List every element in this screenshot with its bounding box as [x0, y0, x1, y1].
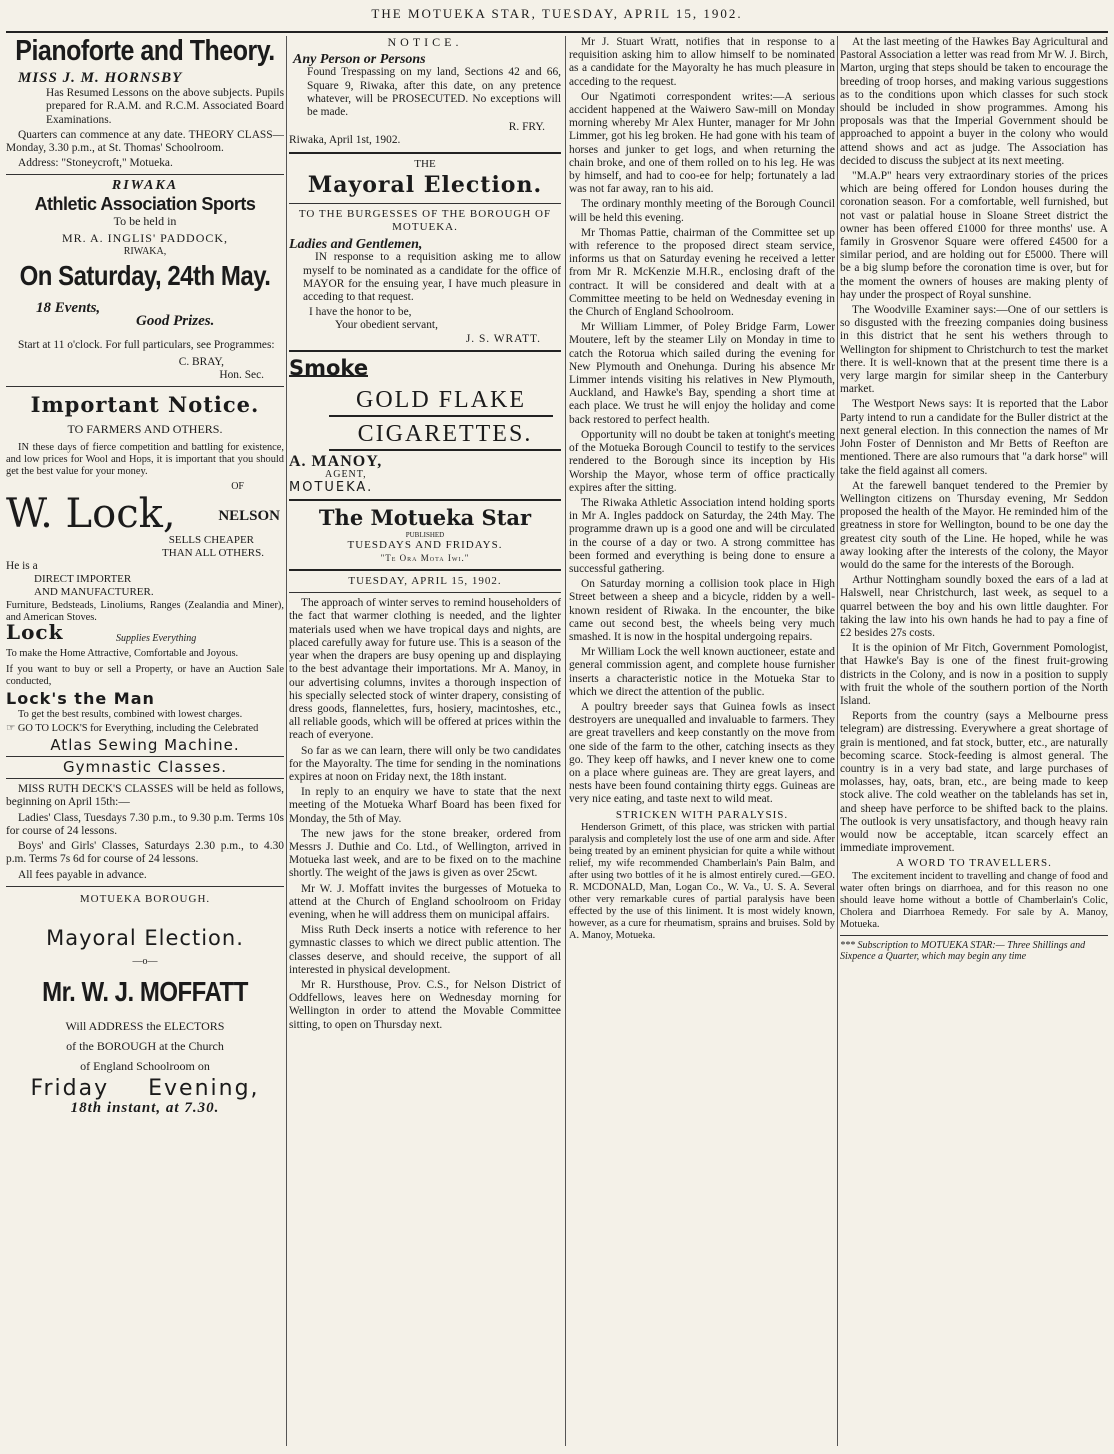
divider	[6, 756, 284, 757]
sports-events: 18 Events,	[36, 300, 101, 317]
sports-date: On Saturday, 24th May.	[19, 261, 271, 293]
moffatt-advert	[6, 893, 284, 1115]
the-label: THE	[414, 157, 436, 170]
motueka-town: MOTUEKA.	[289, 480, 374, 496]
divider	[6, 778, 284, 779]
article-paragraph: At the farewell banquet tendered to the Premier by Wellington citizens on Thursday evening, Mr Seddon proposed the health of the Mayor. He reminded him of the greatness in store for Wellington, bound to be one day the greatest city south of the Line. He hoped, while he was away looking after the interests of the colony, the Mayor would do the same for the interests of the Borough.	[840, 479, 1108, 571]
top-rule	[6, 31, 1108, 33]
article-paragraph: Arthur Nottingham soundly boxed the ears of a lad at Halswell, near Christchurch, last week, as sequel to a quarrel between the boy and his own little daughter. For taking the law into his own hands he had to pay a fine of £2 besides 27s costs.	[840, 574, 1108, 639]
trespass-notice	[289, 36, 561, 148]
divider	[289, 350, 561, 352]
moffatt-l3: of England Schoolroom on	[80, 1059, 210, 1074]
article-paragraph: Mr William Lock the well known auctioneer, estate and general commission agent, and complete house furnisher inserts a characteristic notice in the Motueka Star to which we direct the attention of the public.	[569, 646, 835, 698]
article-paragraph: Opportunity will no doubt be taken at tonight's meeting of the Motueka Borough Council to testify to the services rendered to the Borough since its inception by His Worship the Mayor, whose term of office practically expires after the sitting.	[569, 428, 835, 494]
he-is-a: He is a	[6, 560, 38, 573]
supplies-everything: Supplies Everything	[116, 632, 197, 644]
divider	[289, 499, 561, 501]
notice-title: NOTICE.	[387, 36, 463, 49]
sports-advert	[6, 179, 284, 382]
article-paragraph: The ordinary monthly meeting of the Borough Council will be held this evening.	[569, 198, 835, 224]
stricken-body: Henderson Grimett, of this place, was stricken with partial paralysis and completely lost the use of one arm and side. After being treated by an eminent physician for quite a while without relief, my wife recommended Chamberlain's Pain Balm, and after using two bottles of it he is almost entirely cured.—GEO. R. MCDONALD, Man, Logan Co., W. Va., U. S. A. Several other very remarkable cures of partial paralysis have been effected by the use of this liniment. It is most widely known, however, as a cure for rheumatism, sprains and bruises. Sold by A. Manoy, Motueka.	[569, 821, 835, 941]
article-paragraph: The approach of winter serves to remind householders of the fact that warmer clothing is needed, and the lighter materials used when we have tropical days and nights, are placed carefully away for future use. This is a season of the year when the drapers are busy opening up and displaying to the best advantage their importations. Mr A. Manoy, in our advertising columns, invites a thorough inspection of his specially selected stock of winter drapery, consisting of dress goods, flannelettes, furs, hosiery, macintoshes, etc., all reliable goods, which will be offered at prices within the reach of everyone.	[289, 597, 561, 742]
ladies-gentlemen: Ladies and Gentlemen,	[289, 237, 423, 253]
article-paragraph: It is the opinion of Mr Fitch, Government Pomologist, that Hawke's Bay is one of the finest fruit-growing districts in the Colony, and is now in a position to supply with fruit the whole of the southern portion of the North Island.	[840, 642, 1108, 707]
sports-place: RIWAKA,	[123, 246, 167, 258]
article-paragraph: Reports from the country (says a Melbourne press telegram) are distressing. Everywhere a great shortage of grain is mentioned, and fat stock, butter, etc., are naturally becoming scarce. Stock-feeding is almost general. The country is in a very bad state, and large purchases of molasses, hay, oats, bran, etc., are being made to keep stock alive. The cold weather on the tablelands has set in, and sheep have perforce to be shifted back to the plains. The outlook is very unsatisfactory, and though heavy rain would now be acceptable, itcan scarcely effect an immediate improvement.	[840, 710, 1108, 855]
sports-secretary: C. BRAY,	[178, 355, 224, 368]
riwaka-heading: RIWAKA	[111, 178, 179, 194]
gym-p4: All fees payable in advance.	[18, 868, 147, 881]
column-4	[840, 36, 1108, 1444]
article-paragraph: A poultry breeder says that Guinea fowls as insect destroyers are unequalled and invaluable to farmers. They are great travellers and keep constantly on the move from one side of the farm to the other, catching insects as they go. They keep off hawks, and I never knew one to come on a place where guineas are. They are great layers, and nests have been found containing thirty eggs. Guineas are very nice eating, and taste next to wild meat.	[569, 700, 835, 806]
important-notice-title: Important Notice.	[30, 392, 260, 418]
travellers-body: The excitement incident to travelling and change of food and water often brings on diarrhoea, and for this reason no one should leave home without a bottle of Chamberlain's Colic, Cholera and Diarrhoea Remedy. For sale by A. Manoy, Motueka.	[840, 870, 1108, 930]
article-paragraph: Mr William Limmer, of Poley Bridge Farm, Lower Moutere, left by the steamer Lily on Monday in time to catch the Rotorua which sailed during the evening for New Plymouth and Onehunga. During his absence Mr Limmer intends visiting his relatives in New Plymouth, Auckland, and Hawke's Bay, spending a short time at each place. We trust he will enjoy the holiday and come back restored to perfect health.	[569, 321, 835, 426]
article-paragraph: So far as we can learn, there will only be two candidates for the Mayoralty. The time for sending in the nominations expires at noon on Friday next, the 18th instant.	[289, 744, 561, 783]
gym-p2: Ladies' Class, Tuesdays 7.30 p.m., to 9.30 p.m. Terms 10s for course of 24 lessons.	[6, 811, 284, 837]
issue-date: TUESDAY, APRIL 15, 1902.	[348, 575, 502, 588]
any-person-heading: Any Person or Persons	[293, 52, 426, 68]
divider	[840, 935, 1108, 936]
article-paragraph: In reply to an enquiry we have to state that the next meeting of the Motueka Wharf Board has been fixed for Monday, the 5th of May.	[289, 786, 561, 825]
trespass-date: Riwaka, April 1st, 1902.	[289, 134, 401, 147]
gold-flake-advert	[289, 356, 561, 495]
stricken-title: STRICKEN WITH PARALYSIS.	[615, 808, 789, 821]
wratt-signature: J. S. WRATT.	[465, 332, 541, 345]
star-masthead	[289, 505, 561, 594]
furniture-line: Furniture, Bedsteads, Linoliums, Ranges (Zealandia and Miner), and American Stoves.	[6, 599, 284, 623]
sports-paddock: MR. A. INGLIS' PADDOCK,	[61, 230, 229, 245]
locks-the-man: Lock's the Man	[6, 688, 155, 708]
piano-p1: Has Resumed Lessons on the above subjects. Pupils prepared for R.A.M. and R.C.M. Associated Board Examinations.	[46, 87, 284, 126]
pointing-hand-icon: ☞	[6, 722, 18, 734]
lock-word: Lock	[6, 619, 64, 644]
goto-locks-line	[6, 723, 284, 735]
motueka-star-title: The Motueka Star	[318, 504, 532, 530]
servant-line: Your obedient servant,	[335, 319, 438, 332]
article-paragraph: The Woodville Examiner says:—One of our settlers is so disgusted with the freezing companies doing business in this district that he sent his wethers through to Wellington for shipment to Christchurch to test the market there. It is well-known that at the present time there is a very large margin for similar sheep in the Canterbury market.	[840, 304, 1108, 396]
nelson-label: NELSON	[218, 507, 280, 524]
home-line: To make the Home Attractive, Comfortable and Joyous.	[6, 647, 239, 659]
divider	[289, 152, 561, 154]
moffatt-l2: of the BOROUGH at the Church	[66, 1039, 224, 1054]
manoy-name: A. MANOY,	[289, 453, 383, 471]
published-label: PUBLISHED	[405, 530, 445, 539]
of-label: OF	[231, 481, 244, 493]
article-paragraph: "M.A.P" hears very extraordinary stories of the prices which are being offered for London houses during the coronation season. For a comfortable, well furnished, but not vast or palatial house in Sloane Street district the owner has been offered £1000 for three months' use. A family in Grosvenor Square were offered £4500 for a similar period, and are holding out for £5000. There will be a big slump before the coronation time is over, but for the moment the owners of houses are making plenty of hay under the prospect of Royal sunshine.	[840, 170, 1108, 301]
divider	[6, 886, 284, 887]
article-paragraph: Mr Thomas Pattie, chairman of the Committee set up with reference to the proposed direct steam service, informs us that on Saturday evening he received a letter from Mr R. McKenzie M.H.R., enclosing draft of the contract. It will be considered and dealt with at a Committee meeting to be held on Wednesday evening in the Church of England Schoolroom.	[569, 226, 835, 319]
agent-label: AGENT,	[325, 469, 367, 481]
atlas-sewing-machine: Atlas Sewing Machine.	[50, 735, 240, 754]
piano-p2: Quarters can commence at any date. THEORY CLASS—Monday, 3.30 p.m., at St. Thomas' Schoolroom.	[6, 128, 284, 155]
sports-start: Start at 11 o'clock. For full particulars, see Programmes:	[18, 338, 275, 351]
column-3	[569, 36, 835, 1444]
column-rule	[565, 36, 566, 1446]
trespass-signature: R. FRY.	[508, 121, 545, 134]
article-paragraph: Our Ngatimoti correspondent writes:—A serious accident happened at the Waiwero Saw-mill on Monday morning whereby Mr Alex Hunter, manager for Mr John Limmer, got his leg broken. He had gone with his team of horses and junker to get logs, and when returning the chain broke, and one of them rolled on to his leg. He was by himself, and had to coo-ee for help; fortunately a lad was not far away, ran to his aid.	[569, 90, 835, 196]
column-rule	[837, 36, 838, 1446]
borough-title: MOTUEKA BOROUGH.	[79, 892, 211, 905]
gym-p3: Boys' and Girls' Classes, Saturdays 2.30 p.m., to 4.30 p.m. Terms 7s 6d for course of 24 lessons.	[6, 840, 284, 866]
article-paragraph: Mr W. J. Moffatt invites the burgesses of Motueka to attend at the Church of England schoolroom on Friday evening, when he will address them on municipal affairs.	[289, 882, 561, 921]
article-paragraph: At the last meeting of the Hawkes Bay Agricultural and Pastoral Association a letter was read from Mr W. J. Birch, Marton, urging that steps should be taken to encourage the breeding of troop horses, and making various suggestions as to the conditions upon which classes for such stock should be included in show programmes. Among his proposals was that the Imperial Government should be approached to appoint a buyer in the colony who would attend shows and act as judge. The Association has decided to discuss the subject at its next meeting.	[840, 36, 1108, 167]
column-1	[6, 36, 284, 1444]
goto-locks-text: GO TO LOCK'S for Everything, including the Celebrated	[17, 722, 259, 734]
piano-p3: Address: "Stoneycroft," Motueka.	[18, 157, 173, 170]
sports-title: Athletic Association Sports	[34, 193, 256, 214]
friday-evening: Friday Evening,	[30, 1076, 260, 1102]
manufacturer: AND MANUFACTURER.	[34, 586, 154, 599]
piano-title: Pianoforte and Theory.	[15, 36, 275, 68]
article-paragraph: Mr J. Stuart Wratt, notifies that in response to a requisition asking him to allow himself to be nominated as a candidate for the Mayoralty he has much pleasure in acceding to the request.	[569, 36, 835, 88]
best-results-line: To get the best results, combined with lowest charges.	[18, 708, 243, 720]
divider	[289, 569, 561, 571]
gymnastic-advert	[6, 758, 284, 882]
than-all-others: THAN ALL OTHERS.	[162, 546, 264, 559]
masthead: THE MOTUEKA STAR, TUESDAY, APRIL 15, 1902.	[371, 6, 743, 21]
w-lock-line	[6, 490, 284, 537]
article-paragraph: On Saturday morning a collision took place in High Street between a sheep and a bicycle, ridden by a well-known resident of Riwaka. In the encounter, the bike came out second best, the wheels being very much smashed. It is now in the hospital undergoing repairs.	[569, 578, 835, 643]
smoke-label: Smoke	[289, 355, 369, 380]
gym-p1: MISS RUTH DECK'S CLASSES will be held as follows, beginning on April 15th:—	[6, 783, 284, 809]
moffatt-name: Mr. W. J. MOFFATT	[42, 977, 248, 1009]
article-paragraph: The Riwaka Athletic Association intend holding sports in Mr A. Ingles paddock on Saturday, the 24th May. The programme drawn up is a good one and will be circulated in the course of a day or two. A strong committee has been formed and everything is being done to ensure a successful gathering.	[569, 496, 835, 575]
article-paragraph: The new jaws for the stone breaker, ordered from Messrs J. Duthie and Co. Ltd., of Wellington, arrived in Motueka last week, and are to be fixed on to the machine shortly. The weight of the jaws is given as over 25cwt.	[289, 827, 561, 880]
article-paragraph: The Westport News says: It is reported that the Labor Party intend to run a candidate for the Buller district at the next general election. In this connection the names of Mr John Foster of Denniston and Mr Betts of Reefton are mentioned. There are also rumours that "a dark horse" will take the field against all comers.	[840, 398, 1108, 477]
to-farmers: TO FARMERS AND OTHERS.	[67, 422, 223, 437]
divider	[289, 592, 561, 593]
publication-days: TUESDAYS AND FRIDAYS.	[347, 538, 503, 551]
editorial-column	[289, 597, 561, 1032]
gymnastic-title: Gymnastic Classes.	[63, 758, 227, 777]
separator-o: —o—	[132, 956, 158, 968]
trespass-body: Found Trespassing on my land, Sections 42 and 66, Square 9, Riwaka, after this date, on any pretence whatever, will be PROSECUTED. No exceptions will be made.	[307, 66, 561, 119]
mayoral-election-heading: Mayoral Election.	[307, 171, 543, 198]
hornsby-name: MISS J. M. HORNSBY	[18, 70, 183, 86]
moffatt-l1: Will ADDRESS the ELECTORS	[65, 1019, 225, 1034]
competition-text: IN these days of fierce competition and battling for existence, and low prices for Wool and Hops, it is important that you should get the best value for your money.	[6, 442, 284, 478]
divider	[6, 174, 284, 175]
subscription-note: *** Subscription to MOTUEKA STAR:— Three Shillings and Sixpence a Quarter, which may begin any time	[840, 939, 1086, 963]
lock-advert	[6, 391, 284, 752]
column-2	[289, 36, 561, 1444]
motto: "Te Ora Mota Iwi."	[380, 552, 470, 563]
lock-supplies-line	[6, 619, 284, 648]
piano-advert	[6, 36, 284, 170]
article-paragraph: Mr R. Hursthouse, Prov. C.S., for Nelson District of Oddfellows, leaves here on Wednesday morning for Wellington in order to attend the Movable Committee sitting, to open on Thursday next.	[289, 978, 561, 1031]
honor-line: I have the honor to be,	[309, 306, 412, 319]
w-lock-brand: W. Lock,	[6, 490, 176, 537]
to-burgesses: TO THE BURGESSES OF THE BOROUGH OF MOTUEKA.	[298, 207, 552, 234]
sports-sec-title: Hon. Sec.	[219, 369, 264, 382]
gold-flake: GOLD FLAKE	[329, 385, 553, 417]
direct-importer: DIRECT IMPORTER	[34, 573, 132, 586]
wratt-advert	[289, 158, 561, 346]
article-paragraph: Miss Ruth Deck inserts a notice with reference to her gymnastic classes to which we direct public attention. The classes deserve, and should receive, the support of all interested in physical development.	[289, 924, 561, 976]
travellers-title: A WORD TO TRAVELLERS.	[896, 857, 1052, 870]
sports-prizes: Good Prizes.	[136, 313, 215, 330]
property-line: If you want to buy or sell a Property, or have an Auction Sale conducted,	[6, 663, 284, 687]
sells-cheaper: SELLS CHEAPER	[168, 533, 254, 546]
divider	[289, 203, 561, 204]
column-rule	[286, 36, 287, 1446]
divider	[6, 386, 284, 387]
sports-held: To be held in	[113, 213, 177, 228]
cigarettes: CIGARETTES.	[329, 419, 561, 451]
wratt-body: IN response to a requisition asking me to allow myself to be nominated as a candidate for the office of MAYOR for the ensuing year, I have much pleasure in acceding to that request.	[303, 251, 561, 304]
instant-date: 18th instant, at 7.30.	[70, 1099, 220, 1116]
mayoral-election-title: Mayoral Election.	[46, 925, 244, 950]
